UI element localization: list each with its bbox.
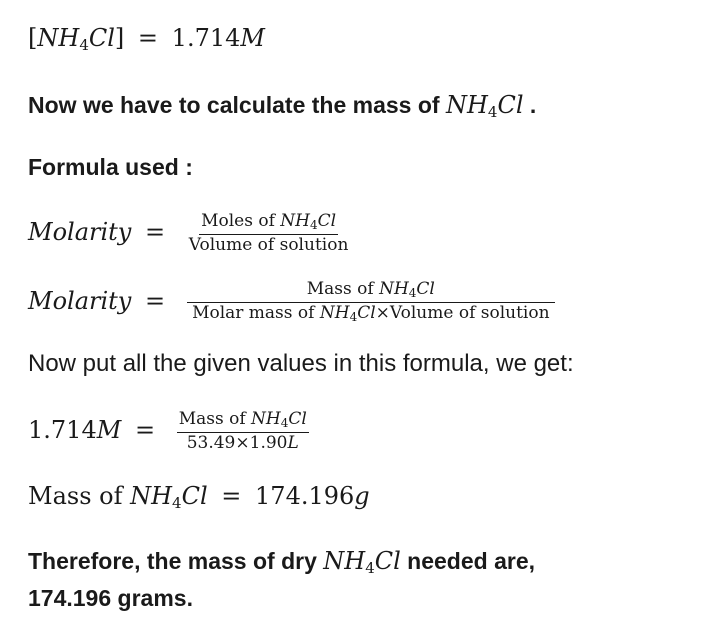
species-symbol-cl: Cl	[416, 279, 435, 299]
substituted-equation	[28, 410, 309, 453]
species-subscript: 4	[79, 36, 89, 54]
conclusion-line-1	[28, 547, 535, 577]
species-subscript: 4	[365, 559, 375, 577]
fraction-numerator	[199, 212, 338, 235]
species-subscript: 4	[349, 309, 358, 324]
conclusion-text: Therefore, the mass of dry	[28, 548, 324, 574]
calculate-mass-heading	[28, 91, 536, 121]
concentration-unit: M	[96, 416, 122, 445]
species-subscript: 4	[280, 416, 289, 430]
heading-end: .	[523, 92, 537, 118]
fraction-numerator	[187, 280, 555, 303]
species-symbol-cl: Cl	[374, 547, 401, 575]
species-symbol-cl: Cl	[357, 302, 376, 323]
concentration-value: 1.714	[28, 416, 97, 445]
conclusion-line-2: 174.196 grams.	[28, 585, 193, 611]
species-symbol: NH	[280, 211, 310, 231]
concentration-unit: M	[240, 24, 265, 52]
equals-sign: =	[134, 416, 156, 445]
equals-sign: =	[145, 286, 166, 315]
species-symbol-cl: Cl	[181, 482, 208, 510]
mass-result-equation	[28, 482, 370, 512]
species-subscript: 4	[408, 286, 417, 300]
species-subscript: 4	[487, 103, 498, 121]
fraction-denominator: Volume of solution	[188, 234, 349, 255]
species-symbol-cl: Cl	[288, 409, 307, 429]
conclusion-text-2: needed are,	[400, 548, 536, 574]
mass-value: 174.196	[255, 482, 355, 510]
equals-sign: =	[145, 218, 166, 247]
denominator-text-2: Volume of solution	[389, 302, 550, 323]
fraction-denominator	[190, 303, 552, 325]
fraction-numerator	[177, 410, 309, 433]
formula-used-label: Formula used :	[28, 154, 193, 180]
substitution-intro: Now put all the given values in this formula, we get:	[28, 350, 574, 377]
species-symbol-cl: Cl	[317, 211, 337, 231]
molarity-label: Molarity	[28, 286, 132, 315]
species-symbol-cl: Cl	[88, 24, 115, 52]
fraction	[177, 410, 309, 453]
species-symbol: NH	[445, 91, 488, 119]
molarity-formula-1	[28, 212, 350, 255]
concentration-equation	[28, 24, 265, 54]
species-subscript: 4	[172, 494, 182, 512]
species-subscript: 4	[309, 218, 318, 232]
equals-sign: =	[221, 482, 242, 510]
species-symbol: NH	[323, 547, 366, 575]
times-sign: ×	[375, 302, 390, 323]
concentration-value: 1.714	[171, 24, 241, 52]
species-symbol: NH	[379, 279, 409, 299]
volume-unit: L	[287, 432, 299, 453]
species-symbol: NH	[37, 24, 80, 52]
molarity-label: Molarity	[28, 218, 132, 247]
bracket-open: [	[28, 24, 38, 52]
bracket-close: ]	[114, 24, 125, 52]
fraction-denominator	[185, 433, 301, 454]
times-sign: ×	[235, 432, 250, 453]
heading-text: Now we have to calculate the mass of	[28, 92, 446, 118]
species-symbol: NH	[319, 302, 350, 323]
fraction	[187, 280, 555, 325]
species-symbol: NH	[130, 482, 173, 510]
numerator-text: Mass of	[178, 409, 252, 429]
denominator-text: Molar mass of	[192, 302, 320, 323]
molar-mass-value: 53.49	[186, 432, 236, 453]
species-symbol: NH	[251, 409, 281, 429]
fraction	[187, 212, 351, 255]
molarity-formula-2	[28, 280, 555, 325]
mass-label: Mass of	[28, 482, 131, 510]
volume-value: 1.90	[249, 432, 288, 453]
mass-unit: g	[354, 482, 370, 510]
numerator-text: Mass of	[306, 279, 380, 299]
equals-sign: =	[137, 24, 159, 52]
numerator-text: Moles of	[201, 211, 281, 231]
species-symbol-cl: Cl	[497, 91, 524, 119]
